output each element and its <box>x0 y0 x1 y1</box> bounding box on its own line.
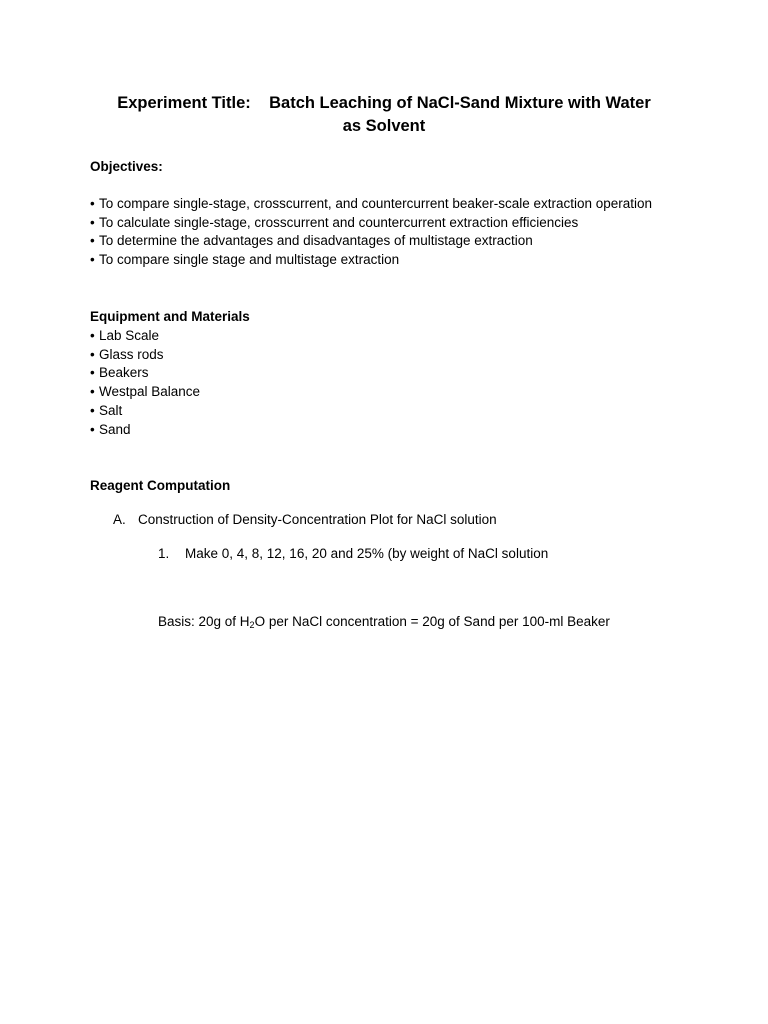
list-item <box>90 327 200 346</box>
list-item <box>90 195 652 214</box>
list-item-text: Make 0, 4, 8, 12, 16, 20 and 25% (by weight of NaCl solution <box>185 546 549 561</box>
list-item <box>90 402 200 421</box>
list-item <box>90 251 652 270</box>
bullet-icon: • <box>90 196 95 211</box>
bullet-icon: • <box>90 214 95 230</box>
objective-text: To compare single stage and multistage extraction <box>99 252 400 268</box>
list-item <box>90 232 652 251</box>
experiment-title <box>60 92 708 138</box>
title-line-1: Experiment Title: Batch Leaching of NaCl-Sand Mixture with Water <box>117 94 651 112</box>
objectives-list <box>90 195 652 270</box>
objective-text: To determine the advantages and disadvantages of multistage extraction <box>99 233 533 249</box>
equipment-list <box>90 327 200 439</box>
basis-suffix: O per NaCl concentration = 20g of Sand per 100-ml Beaker <box>254 614 610 629</box>
list-marker: 1. <box>158 546 170 561</box>
bullet-icon: • <box>90 233 95 249</box>
bullet-icon: • <box>90 346 95 362</box>
equipment-text: Sand <box>99 421 131 437</box>
objective-text: To compare single-stage, crosscurrent, and countercurrent beaker-scale extraction operation <box>99 196 653 211</box>
basis-statement <box>158 613 610 631</box>
equipment-heading: Equipment and Materials <box>90 309 250 324</box>
list-marker: A. <box>113 512 126 527</box>
equipment-text: Lab Scale <box>99 328 160 343</box>
equipment-text: Salt <box>99 402 123 418</box>
title-line-2: as Solvent <box>342 117 426 135</box>
equipment-text: Beakers <box>99 365 149 381</box>
equipment-text: Glass rods <box>99 346 164 362</box>
list-item <box>90 214 652 233</box>
basis-subscript: 2 <box>249 620 255 630</box>
basis-prefix: Basis: 20g of H <box>158 614 250 629</box>
list-item-1 <box>158 545 548 563</box>
equipment-text: Westpal Balance <box>99 384 201 400</box>
bullet-icon: • <box>90 328 95 343</box>
bullet-icon: • <box>90 365 95 381</box>
bullet-icon: • <box>90 402 95 418</box>
list-item <box>90 421 200 440</box>
list-item <box>90 383 200 402</box>
bullet-icon: • <box>90 384 95 400</box>
objective-text: To calculate single-stage, crosscurrent and countercurrent extraction efficiencies <box>99 214 579 230</box>
bullet-icon: • <box>90 421 95 437</box>
list-item <box>90 364 200 383</box>
list-item <box>90 346 200 365</box>
list-item-a <box>113 511 497 529</box>
list-item-text: Construction of Density-Concentration Plot for NaCl solution <box>138 512 497 527</box>
reagent-heading: Reagent Computation <box>90 478 231 493</box>
bullet-icon: • <box>90 252 95 268</box>
objectives-heading: Objectives: <box>90 159 163 174</box>
